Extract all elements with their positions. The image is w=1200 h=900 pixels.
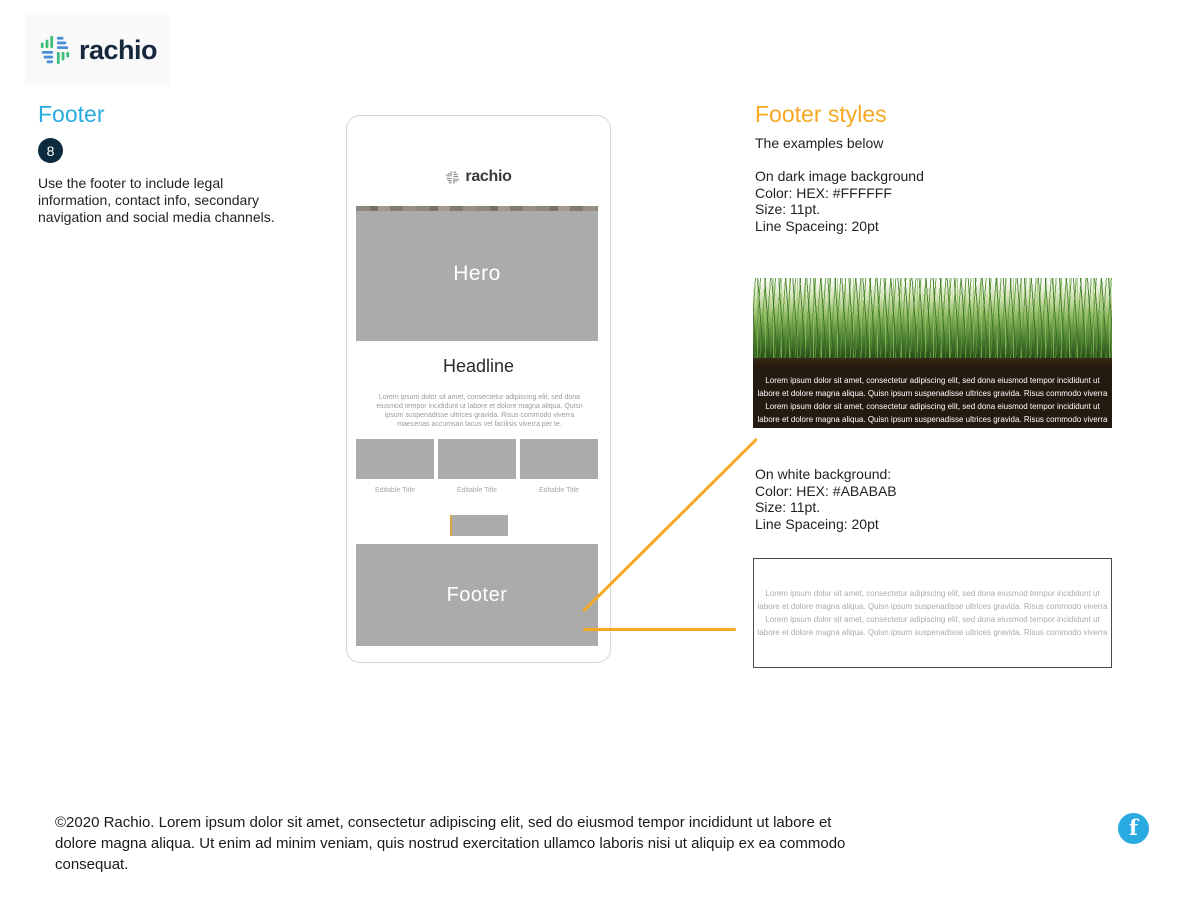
spec-heading: On dark image background: [755, 168, 924, 184]
sample-text-line: Lorem ipsum dolor sit amet, consectetur adipiscing elit, sed dona eiusmod tempor incididunt ut: [765, 402, 1100, 411]
card-image-placeholder: [520, 439, 598, 479]
editable-card: [356, 439, 434, 494]
card-caption: Editable Title: [456, 487, 498, 494]
spec-heading: On white background:: [755, 466, 892, 482]
spec-size: Size: 11pt.: [755, 201, 821, 217]
annotation-line-horizontal: [583, 628, 736, 631]
mockup-logo-text: rachio: [465, 168, 512, 185]
dark-background-spec: [755, 168, 1035, 234]
card-caption: Editable Title: [374, 487, 416, 494]
spec-color: Color: HEX: #ABABAB: [755, 482, 897, 499]
sample-text-line: labore et dolore magna aliqua. Quisn ipsum suspenadisse ultrices gravida. Risus commodo viverra: [757, 602, 1108, 611]
card-image-placeholder: [438, 439, 516, 479]
spec-line-spacing: Line Spaceing: 20pt: [755, 217, 879, 234]
section-description: Use the footer to include legal information, contact info, secondary navigation and social media channels.: [38, 175, 275, 225]
brand-wordmark: rachio: [78, 34, 158, 65]
hero-label: Hero: [453, 261, 501, 285]
hero-placeholder: [356, 206, 598, 341]
mockup-headline: Headline: [442, 356, 515, 376]
rachio-mark-icon: [38, 33, 72, 67]
editable-card: [520, 439, 598, 494]
footer-label: Footer: [446, 583, 508, 606]
card-caption: Editable Title: [538, 487, 580, 494]
step-number-badge: 8: [38, 138, 63, 163]
mockup-body-text: Lorem ipsum dolor sit amet, consectetur adipiscing elit, sed dona eiusmod tempor incididunt ut labore et dolore magna aliqua. Quisn ipsum suspenadisse ultrices gravida. Risus commodo viverra maecenas accumsan lacus vel facilisis viverra per te.: [376, 394, 583, 428]
spec-size: Size: 11pt.: [755, 499, 821, 515]
spec-line-spacing: Line Spaceing: 20pt: [755, 515, 879, 532]
section-title: Footer: [38, 101, 105, 127]
footer-styles-title: Footer styles: [755, 101, 887, 127]
white-background-example: [753, 558, 1112, 668]
grass-photo: [753, 278, 1112, 362]
sample-text-line: labore et dolore magna aliqua. Quisn ipsum suspenadisse ultrices gravida. Risus commodo viverra: [757, 389, 1108, 398]
sample-text-line: Lorem ipsum dolor sit amet, consectetur adipiscing elit, sed dona eiusmod tempor incididunt ut: [765, 589, 1100, 598]
editable-card: [438, 439, 516, 494]
card-image-placeholder: [356, 439, 434, 479]
rachio-mark-small-icon: [445, 170, 460, 185]
dark-footer-sample: [753, 366, 1112, 428]
hero-torn-edge: [356, 206, 598, 211]
sample-text-line: Lorem ipsum dolor sit amet, consectetur adipiscing elit, sed dona eiusmod tempor incididunt ut: [765, 615, 1100, 624]
dark-background-example: [753, 278, 1112, 428]
editable-card-row: [356, 439, 598, 494]
facebook-icon[interactable]: [1118, 813, 1149, 844]
mockup-logo: [347, 168, 610, 186]
email-template-mockup: [346, 115, 611, 663]
white-background-spec: [755, 466, 1035, 532]
sample-text-line: labore et dolore magna aliqua. Quisn ipsum suspenadisse ultrices gravida. Risus commodo viverra: [757, 628, 1108, 637]
sample-text-line: Lorem ipsum dolor sit amet, consectetur adipiscing elit, sed dona eiusmod tempor incididunt ut: [765, 376, 1100, 385]
footer-styles-intro: The examples below: [755, 135, 884, 151]
facebook-glyph: f: [1128, 815, 1139, 840]
legal-text: ©2020 Rachio. Lorem ipsum dolor sit amet, consectetur adipiscing elit, sed do eiusmod tempor incididunt ut labore et dolore magna aliqua. Ut enim ad minim veniam, quis nostrud exercitation ullamco laboris nisi ut aliquip ex ea commodo consequat.: [55, 814, 846, 873]
sample-text-line: labore et dolore magna aliqua. Quisn ipsum suspenadisse ultrices gravida. Risus commodo viverra: [757, 415, 1108, 424]
footer-placeholder: [356, 544, 598, 646]
brand-logo: [25, 15, 170, 85]
button-placeholder: [450, 515, 508, 536]
spec-color: Color: HEX: #FFFFFF: [755, 184, 892, 201]
